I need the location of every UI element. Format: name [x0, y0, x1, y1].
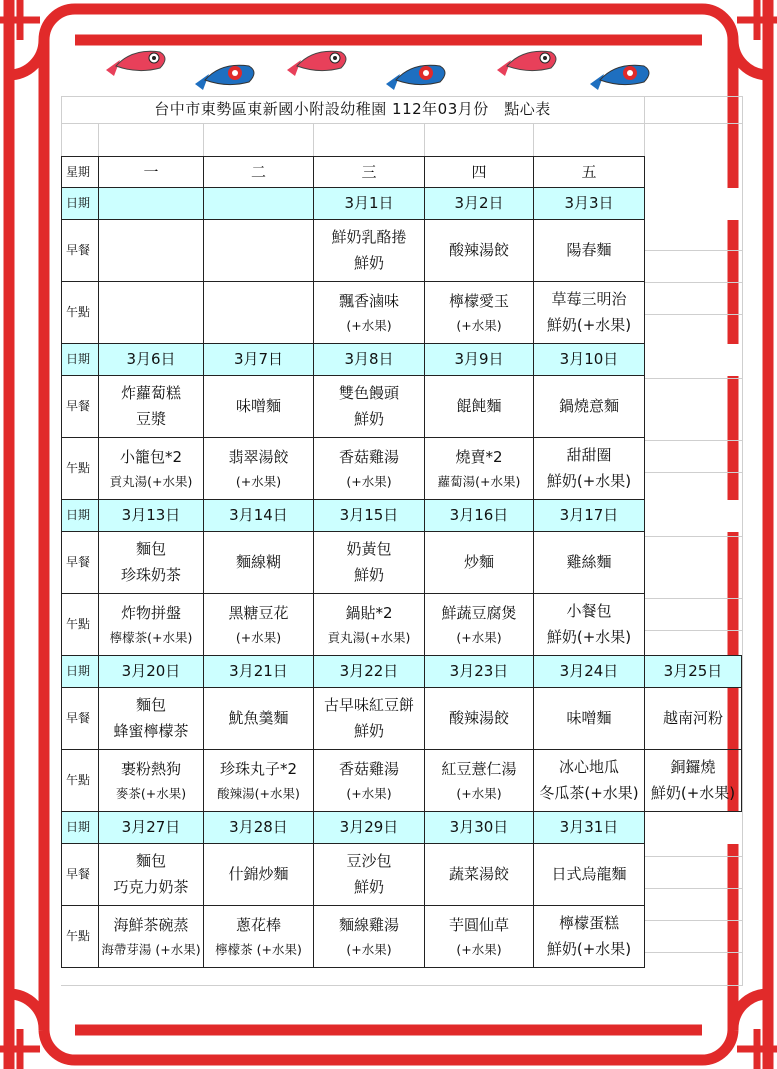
date-label: 日期	[62, 344, 99, 376]
menu-item-main: 古早味紅豆餅	[323, 696, 414, 715]
snack-cell	[99, 594, 204, 656]
menu-item-main: 小餐包	[566, 602, 612, 621]
date-cell: 3月30日	[425, 812, 534, 844]
menu-item-main: 鍋貼*2	[345, 603, 393, 622]
breakfast-cell	[204, 844, 314, 906]
snack-row	[62, 594, 742, 656]
date-cell: 3月23日	[425, 656, 534, 688]
menu-item-side: (+水果)	[456, 629, 502, 645]
menu-item-side: 鮮奶(+水果)	[546, 472, 632, 490]
snack-cell	[99, 438, 204, 500]
date-cell: 3月29日	[314, 812, 425, 844]
snack-label: 午點	[62, 282, 99, 344]
date-cell: 3月3日	[534, 188, 645, 220]
menu-item-main: 蔥花棒	[235, 915, 281, 934]
date-cell: 3月24日	[534, 656, 645, 688]
menu-item-main: 炸蘿蔔糕	[120, 384, 181, 403]
menu-item-side: 海帶芽湯 (+水果)	[101, 941, 201, 957]
date-cell	[99, 188, 204, 220]
date-cell: 3月9日	[425, 344, 534, 376]
breakfast-cell	[534, 532, 645, 594]
snack-label: 午點	[62, 438, 99, 500]
menu-item-main: 味噌麵	[566, 709, 612, 728]
weekday-mon: 一	[99, 157, 204, 188]
menu-item-side: 檸檬茶(+水果)	[109, 629, 193, 645]
empty-cell	[645, 188, 742, 220]
snack-cell	[534, 906, 645, 968]
menu-item-side: 貢丸湯(+水果)	[327, 629, 411, 645]
menu-item-side: 鮮奶	[353, 722, 384, 740]
menu-item-main: 豆沙包	[346, 852, 392, 871]
menu-item-main: 檸檬愛玉	[448, 291, 509, 310]
weekday-header-row	[62, 157, 742, 188]
carp-streamer-blue-icon	[586, 54, 656, 94]
breakfast-cell	[425, 376, 534, 438]
weekday-label: 星期	[62, 157, 99, 188]
date-cell: 3月27日	[99, 812, 204, 844]
menu-item-main: 麵包	[135, 540, 166, 559]
menu-item-main: 珍珠丸子*2	[219, 759, 298, 778]
date-cell: 3月21日	[204, 656, 314, 688]
date-cell: 3月1日	[314, 188, 425, 220]
snack-cell	[314, 594, 425, 656]
weekday-wed: 三	[314, 157, 425, 188]
snack-cell	[314, 282, 425, 344]
menu-item-side: (+水果)	[456, 785, 502, 801]
breakfast-cell	[314, 220, 425, 282]
snack-cell	[204, 906, 314, 968]
snack-label: 午點	[62, 750, 99, 812]
empty-cell	[645, 844, 742, 906]
breakfast-cell	[314, 844, 425, 906]
snack-cell	[204, 594, 314, 656]
menu-item-main: 日式烏龍麵	[551, 865, 627, 884]
date-cell: 3月13日	[99, 500, 204, 532]
snack-cell	[314, 750, 425, 812]
menu-item-side: 巧克力奶茶	[113, 878, 189, 896]
date-label: 日期	[62, 812, 99, 844]
breakfast-label: 早餐	[62, 688, 99, 750]
menu-item-main: 酸辣湯餃	[448, 241, 509, 260]
menu-item-main: 燒賣*2	[455, 447, 503, 466]
breakfast-cell	[314, 688, 425, 750]
date-row	[62, 344, 742, 376]
snack-cell	[425, 282, 534, 344]
date-cell: 3月7日	[204, 344, 314, 376]
breakfast-cell	[314, 376, 425, 438]
breakfast-label: 早餐	[62, 376, 99, 438]
menu-item-side: (+水果)	[456, 941, 502, 957]
menu-item-main: 雞絲麵	[566, 553, 612, 572]
snack-cell	[534, 750, 645, 812]
snack-cell	[425, 906, 534, 968]
empty-cell	[645, 344, 742, 376]
date-cell: 3月25日	[645, 656, 742, 688]
menu-item-main: 鍋燒意麵	[558, 397, 619, 416]
menu-item-main: 香菇雞湯	[338, 759, 399, 778]
snack-row	[62, 282, 742, 344]
menu-item-main: 檸檬蛋糕	[558, 914, 619, 933]
breakfast-cell	[534, 220, 645, 282]
menu-item-main: 冰心地瓜	[558, 758, 619, 777]
date-cell: 3月22日	[314, 656, 425, 688]
date-cell: 3月2日	[425, 188, 534, 220]
menu-item-main: 紅豆薏仁湯	[441, 759, 517, 778]
snack-row	[62, 438, 742, 500]
menu-item-main: 什錦炒麵	[228, 865, 289, 884]
empty-cell	[645, 594, 742, 656]
menu-item-side: 檸檬茶 (+水果)	[215, 941, 302, 957]
snack-row	[62, 750, 742, 812]
snack-cell	[534, 594, 645, 656]
menu-item-side: 豆漿	[135, 410, 166, 428]
breakfast-cell	[99, 376, 204, 438]
date-cell: 3月6日	[99, 344, 204, 376]
menu-item-side: 鮮奶(+水果)	[650, 784, 736, 802]
menu-item-side: (+水果)	[346, 317, 392, 333]
breakfast-label: 早餐	[62, 844, 99, 906]
empty-cell	[645, 157, 742, 188]
date-cell: 3月31日	[534, 812, 645, 844]
breakfast-row	[62, 844, 742, 906]
menu-item-main: 炒麵	[463, 553, 494, 572]
date-cell: 3月16日	[425, 500, 534, 532]
breakfast-cell	[425, 220, 534, 282]
breakfast-cell	[645, 688, 742, 750]
menu-item-main: 陽春麵	[566, 241, 612, 260]
breakfast-cell	[314, 532, 425, 594]
breakfast-cell	[99, 220, 204, 282]
breakfast-row	[62, 688, 742, 750]
menu-item-main: 蔬菜湯餃	[448, 865, 509, 884]
snack-cell	[99, 282, 204, 344]
menu-item-side: (+水果)	[235, 629, 282, 645]
date-row	[62, 188, 742, 220]
date-label: 日期	[62, 656, 99, 688]
snack-label: 午點	[62, 906, 99, 968]
menu-item-main: 甜甜圈	[566, 446, 612, 465]
breakfast-cell	[534, 688, 645, 750]
snack-cell	[204, 282, 314, 344]
menu-item-side: 鮮奶	[353, 878, 384, 896]
menu-item-main: 鮮奶乳酪捲	[331, 228, 407, 247]
empty-cell	[645, 500, 742, 532]
snack-cell	[314, 438, 425, 500]
empty-cell	[645, 532, 742, 594]
menu-item-main: 草莓三明治	[551, 290, 627, 309]
empty-cell	[645, 438, 742, 500]
snack-menu-table	[61, 156, 742, 968]
weekday-tue: 二	[204, 157, 314, 188]
menu-item-side: 麥茶(+水果)	[115, 785, 187, 801]
menu-item-main: 奶黃包	[346, 540, 392, 559]
snack-cell	[425, 750, 534, 812]
date-cell: 3月20日	[99, 656, 204, 688]
menu-item-main: 炸物拼盤	[120, 603, 181, 622]
menu-item-main: 芋圓仙草	[448, 915, 509, 934]
snack-cell	[204, 750, 314, 812]
breakfast-cell	[425, 688, 534, 750]
empty-cell	[645, 282, 742, 344]
date-cell	[204, 188, 314, 220]
breakfast-row	[62, 220, 742, 282]
breakfast-label: 早餐	[62, 220, 99, 282]
snack-cell	[204, 438, 314, 500]
menu-item-main: 麵線雞湯	[338, 915, 399, 934]
date-cell: 3月28日	[204, 812, 314, 844]
menu-item-side: 鮮奶(+水果)	[546, 940, 632, 958]
snack-label: 午點	[62, 594, 99, 656]
breakfast-cell	[99, 532, 204, 594]
breakfast-row	[62, 532, 742, 594]
menu-item-side: 鮮奶(+水果)	[546, 316, 632, 334]
menu-item-side: (+水果)	[346, 473, 392, 489]
date-cell: 3月8日	[314, 344, 425, 376]
menu-item-main: 麵包	[135, 852, 166, 871]
menu-item-side: 珍珠奶茶	[120, 566, 181, 584]
menu-item-side: 鮮奶	[353, 410, 384, 428]
menu-item-main: 雙色饅頭	[338, 384, 399, 403]
snack-cell	[99, 750, 204, 812]
menu-item-side: 鮮奶	[353, 566, 384, 584]
menu-item-side: 酸辣湯(+水果)	[217, 785, 300, 801]
date-row	[62, 656, 742, 688]
date-label: 日期	[62, 500, 99, 532]
menu-item-main: 魷魚羹麵	[228, 709, 289, 728]
breakfast-cell	[99, 688, 204, 750]
breakfast-cell	[534, 844, 645, 906]
date-cell: 3月14日	[204, 500, 314, 532]
carp-streamer-blue-icon	[382, 54, 452, 94]
menu-item-side: 冬瓜茶(+水果)	[539, 784, 639, 802]
carp-streamer-red-icon	[283, 42, 353, 82]
menu-item-side: 蘿蔔湯(+水果)	[437, 473, 521, 489]
empty-cell	[645, 220, 742, 282]
date-cell: 3月15日	[314, 500, 425, 532]
snack-cell	[534, 438, 645, 500]
menu-item-side: (+水果)	[456, 317, 502, 333]
carp-streamer-blue-icon	[191, 54, 261, 94]
carp-streamer-red-icon	[493, 42, 563, 82]
menu-item-side: 鮮奶	[353, 254, 384, 272]
menu-item-main: 飄香滷味	[338, 291, 399, 310]
menu-item-side: (+水果)	[235, 473, 282, 489]
menu-item-main: 酸辣湯餃	[448, 709, 509, 728]
menu-item-main: 鮮蔬豆腐煲	[441, 603, 517, 622]
page-title: 台中市東勢區東新國小附設幼稚園 112年03月份 點心表	[154, 100, 551, 118]
breakfast-cell	[204, 220, 314, 282]
date-cell: 3月17日	[534, 500, 645, 532]
menu-item-main: 翡翠湯餃	[228, 447, 289, 466]
menu-item-main: 裹粉熱狗	[120, 759, 181, 778]
menu-item-main: 海鮮茶碗蒸	[113, 915, 189, 934]
weekday-thu: 四	[425, 157, 534, 188]
breakfast-cell	[534, 376, 645, 438]
carp-streamer-red-icon	[102, 42, 172, 82]
menu-item-main: 香菇雞湯	[338, 447, 399, 466]
empty-cell	[645, 906, 742, 968]
menu-item-main: 味噌麵	[235, 397, 281, 416]
menu-item-side: 貢丸湯(+水果)	[109, 473, 193, 489]
snack-cell	[314, 906, 425, 968]
breakfast-cell	[425, 844, 534, 906]
menu-item-side: (+水果)	[346, 941, 392, 957]
menu-item-side: (+水果)	[346, 785, 392, 801]
menu-item-main: 小籠包*2	[119, 447, 183, 466]
breakfast-cell	[204, 376, 314, 438]
snack-cell	[645, 750, 742, 812]
breakfast-cell	[204, 532, 314, 594]
date-label: 日期	[62, 188, 99, 220]
menu-item-main: 餛飩麵	[456, 397, 502, 416]
menu-item-side: 鮮奶(+水果)	[546, 628, 632, 646]
breakfast-label: 早餐	[62, 532, 99, 594]
menu-item-main: 銅鑼燒	[670, 758, 716, 777]
snack-cell	[425, 594, 534, 656]
empty-cell	[645, 376, 742, 438]
menu-item-main: 麵包	[135, 696, 166, 715]
menu-item-side: 蜂蜜檸檬茶	[113, 722, 189, 740]
breakfast-row	[62, 376, 742, 438]
snack-row	[62, 906, 742, 968]
weekday-fri: 五	[534, 157, 645, 188]
snack-cell	[534, 282, 645, 344]
empty-cell	[645, 812, 742, 844]
date-cell: 3月10日	[534, 344, 645, 376]
date-row	[62, 812, 742, 844]
menu-item-main: 黑糖豆花	[228, 603, 289, 622]
date-row	[62, 500, 742, 532]
menu-item-main: 越南河粉	[662, 709, 723, 728]
breakfast-cell	[204, 688, 314, 750]
snack-cell	[99, 906, 204, 968]
snack-cell	[425, 438, 534, 500]
breakfast-cell	[425, 532, 534, 594]
breakfast-cell	[99, 844, 204, 906]
menu-item-main: 麵線糊	[235, 553, 281, 572]
